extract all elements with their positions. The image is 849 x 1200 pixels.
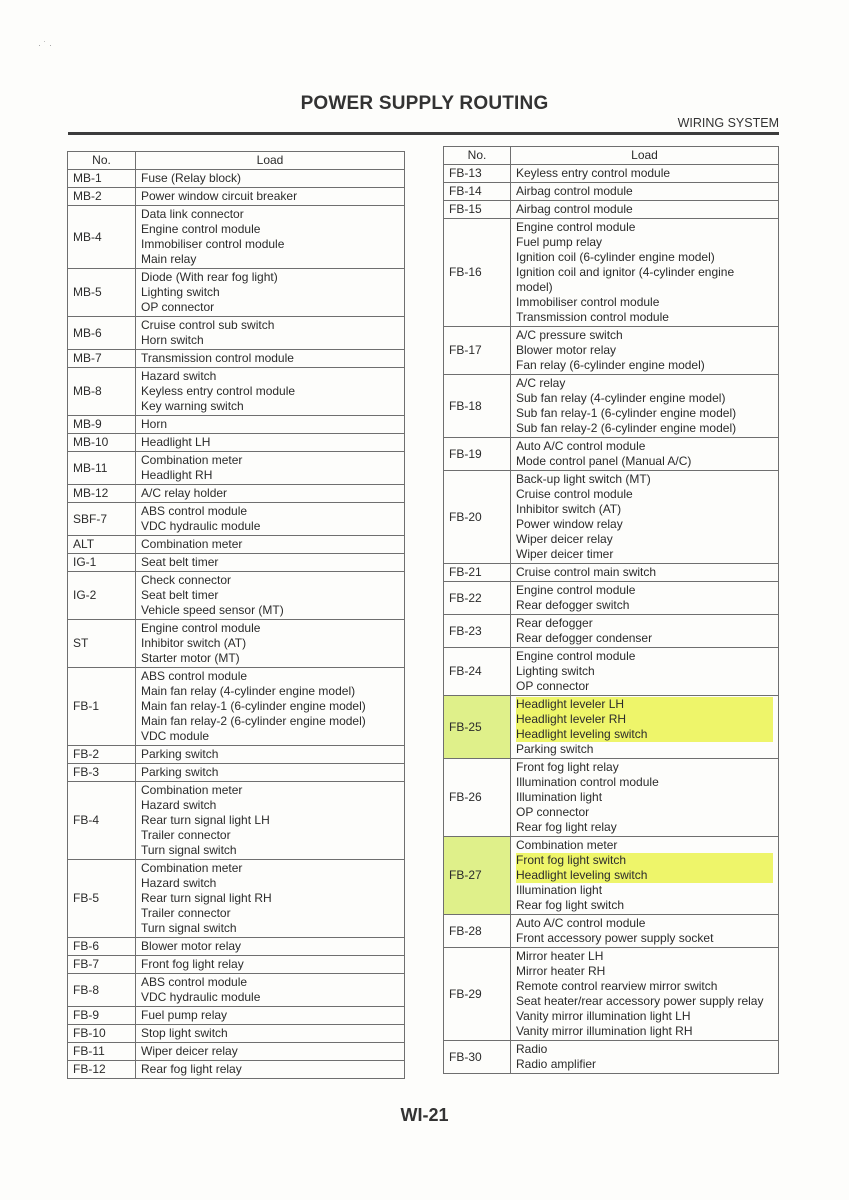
- load-item: VDC hydraulic module: [141, 519, 261, 533]
- load-item: Rear fog light relay: [141, 1062, 242, 1076]
- load-cell: [136, 1043, 405, 1061]
- column-header-load: Load: [511, 147, 779, 165]
- table-row: [444, 582, 779, 615]
- load-cell: [136, 536, 405, 554]
- load-item: Wiper deicer timer: [516, 547, 614, 561]
- load-cell: [511, 948, 779, 1041]
- circuit-number: FB-20: [444, 471, 511, 564]
- circuit-number: FB-9: [68, 1007, 136, 1025]
- load-item: Wiper deicer relay: [141, 1044, 238, 1058]
- load-item: Headlight leveling switch: [516, 868, 773, 883]
- load-item: Radio amplifier: [516, 1057, 597, 1071]
- table-row: [68, 434, 405, 452]
- load-item: Starter motor (MT): [141, 651, 240, 665]
- circuit-number: FB-12: [68, 1061, 136, 1079]
- load-item: Mirror heater RH: [516, 964, 606, 978]
- load-item: Cruise control module: [516, 487, 633, 501]
- table-row: [68, 503, 405, 536]
- table-row: [444, 615, 779, 648]
- load-item: OP connector: [516, 805, 590, 819]
- load-item: Auto A/C control module: [516, 916, 646, 930]
- table-row: [68, 536, 405, 554]
- load-item: Keyless entry control module: [516, 166, 671, 180]
- load-cell: [136, 416, 405, 434]
- table-row: [68, 1007, 405, 1025]
- load-item: Horn switch: [141, 333, 204, 347]
- load-item: Front accessory power supply socket: [516, 931, 714, 945]
- load-cell: [136, 620, 405, 668]
- load-cell: [511, 375, 779, 438]
- power-supply-table-left: [67, 151, 405, 1079]
- table-row: [68, 269, 405, 317]
- circuit-number: ALT: [68, 536, 136, 554]
- table-row: [68, 782, 405, 860]
- load-item: Remote control rearview mirror switch: [516, 979, 718, 993]
- table-row: [68, 368, 405, 416]
- circuit-number: FB-10: [68, 1025, 136, 1043]
- load-cell: [136, 317, 405, 350]
- circuit-number: MB-7: [68, 350, 136, 368]
- header-rule: [68, 132, 779, 135]
- load-item: Sub fan relay-1 (6-cylinder engine model): [516, 406, 737, 420]
- load-item: Fuel pump relay: [141, 1008, 228, 1022]
- load-cell: [136, 188, 405, 206]
- circuit-number: IG-1: [68, 554, 136, 572]
- circuit-number: MB-5: [68, 269, 136, 317]
- circuit-number: FB-27: [444, 837, 511, 915]
- load-item: VDC hydraulic module: [141, 990, 261, 1004]
- load-cell: [511, 915, 779, 948]
- load-cell: [136, 746, 405, 764]
- table-row: [68, 416, 405, 434]
- load-item: Parking switch: [141, 747, 219, 761]
- load-cell: [136, 668, 405, 746]
- circuit-number: FB-22: [444, 582, 511, 615]
- circuit-number: SBF-7: [68, 503, 136, 536]
- table-body: [444, 165, 779, 1074]
- load-cell: [136, 170, 405, 188]
- load-item: Combination meter: [141, 453, 243, 467]
- load-item: Engine control module: [516, 220, 636, 234]
- load-item: Rear fog light switch: [516, 898, 625, 912]
- load-item: Headlight leveler LH: [516, 697, 773, 712]
- load-item: Main fan relay-1 (6-cylinder engine model): [141, 699, 366, 713]
- table-row: [68, 572, 405, 620]
- load-cell: [511, 759, 779, 837]
- load-item: Trailer connector: [141, 828, 231, 842]
- load-item: ABS control module: [141, 669, 248, 683]
- load-item: Vehicle speed sensor (MT): [141, 603, 284, 617]
- load-cell: [136, 764, 405, 782]
- load-item: Seat heater/rear accessory power supply relay: [516, 994, 764, 1008]
- load-cell: [511, 582, 779, 615]
- load-item: Key warning switch: [141, 399, 244, 413]
- load-item: VDC module: [141, 729, 210, 743]
- table-row: [444, 471, 779, 564]
- load-item: Diode (With rear fog light): [141, 270, 278, 284]
- load-cell: [136, 485, 405, 503]
- table-row: [68, 554, 405, 572]
- load-item: Sub fan relay-2 (6-cylinder engine model): [516, 421, 737, 435]
- load-cell: [136, 368, 405, 416]
- table-row: [444, 696, 779, 759]
- load-cell: [136, 1061, 405, 1079]
- page-number: WI-21: [400, 1105, 449, 1125]
- circuit-number: FB-13: [444, 165, 511, 183]
- circuit-number: FB-28: [444, 915, 511, 948]
- load-item: Engine control module: [141, 222, 261, 236]
- table-row: [68, 350, 405, 368]
- load-item: Turn signal switch: [141, 843, 237, 857]
- load-item: Blower motor relay: [141, 939, 242, 953]
- circuit-number: IG-2: [68, 572, 136, 620]
- table-row: [68, 1043, 405, 1061]
- table-row: [68, 1061, 405, 1079]
- circuit-number: FB-15: [444, 201, 511, 219]
- load-item: Turn signal switch: [141, 921, 237, 935]
- load-item: Sub fan relay (4-cylinder engine model): [516, 391, 726, 405]
- load-cell: [136, 350, 405, 368]
- circuit-number: MB-6: [68, 317, 136, 350]
- load-item: Wiper deicer relay: [516, 532, 613, 546]
- circuit-number: MB-10: [68, 434, 136, 452]
- load-item: Combination meter: [141, 537, 243, 551]
- load-item: Front fog light switch: [516, 853, 773, 868]
- circuit-number: MB-12: [68, 485, 136, 503]
- section-label: WIRING SYSTEM: [677, 116, 779, 130]
- load-item: Ignition coil and ignitor (4-cylinder engine model): [516, 265, 735, 294]
- load-item: Engine control module: [516, 649, 636, 663]
- power-supply-table-right: [443, 146, 779, 1074]
- load-item: Combination meter: [141, 783, 243, 797]
- circuit-number: FB-1: [68, 668, 136, 746]
- table-row: [444, 201, 779, 219]
- load-item: Hazard switch: [141, 798, 217, 812]
- table-row: [68, 188, 405, 206]
- table-row: [68, 974, 405, 1007]
- load-cell: [511, 471, 779, 564]
- circuit-number: MB-8: [68, 368, 136, 416]
- load-item: Mirror heater LH: [516, 949, 604, 963]
- load-cell: [136, 1025, 405, 1043]
- load-item: Airbag control module: [516, 202, 633, 216]
- load-cell: [511, 1041, 779, 1074]
- circuit-number: FB-7: [68, 956, 136, 974]
- load-item: Transmission control module: [141, 351, 294, 365]
- table-row: [68, 1025, 405, 1043]
- table-row: [444, 648, 779, 696]
- table-row: [444, 327, 779, 375]
- load-item: Data link connector: [141, 207, 244, 221]
- load-cell: [136, 956, 405, 974]
- circuit-number: MB-4: [68, 206, 136, 269]
- load-cell: [511, 165, 779, 183]
- load-item: A/C relay: [516, 376, 566, 390]
- table-row: [444, 837, 779, 915]
- circuit-number: FB-6: [68, 938, 136, 956]
- load-cell: [511, 696, 779, 759]
- load-cell: [511, 648, 779, 696]
- table-row: [68, 620, 405, 668]
- load-item: Immobiliser control module: [141, 237, 285, 251]
- load-item: Lighting switch: [141, 285, 220, 299]
- load-cell: [136, 572, 405, 620]
- load-item: Airbag control module: [516, 184, 633, 198]
- load-cell: [511, 615, 779, 648]
- table-row: [444, 564, 779, 582]
- load-item: Power window relay: [516, 517, 623, 531]
- load-item: Front fog light relay: [141, 957, 244, 971]
- load-item: Rear turn signal light LH: [141, 813, 270, 827]
- load-item: Ignition coil (6-cylinder engine model): [516, 250, 715, 264]
- circuit-number: MB-11: [68, 452, 136, 485]
- circuit-number: FB-23: [444, 615, 511, 648]
- column-header-no: No.: [68, 152, 136, 170]
- load-item: Stop light switch: [141, 1026, 228, 1040]
- load-cell: [136, 974, 405, 1007]
- circuit-number: FB-26: [444, 759, 511, 837]
- load-cell: [511, 438, 779, 471]
- table-row: [68, 317, 405, 350]
- load-item: Seat belt timer: [141, 555, 219, 569]
- table-row: [444, 915, 779, 948]
- load-item: Main fan relay-2 (6-cylinder engine model): [141, 714, 366, 728]
- load-item: Transmission control module: [516, 310, 669, 324]
- load-item: Headlight RH: [141, 468, 213, 482]
- load-item: Parking switch: [141, 765, 219, 779]
- load-item: Headlight LH: [141, 435, 211, 449]
- circuit-number: MB-2: [68, 188, 136, 206]
- load-item: Seat belt timer: [141, 588, 219, 602]
- load-item: OP connector: [141, 300, 215, 314]
- column-header-load: Load: [136, 152, 405, 170]
- table-body: [68, 170, 405, 1079]
- load-cell: [511, 564, 779, 582]
- circuit-number: FB-18: [444, 375, 511, 438]
- table-row: [68, 860, 405, 938]
- load-item: OP connector: [516, 679, 590, 693]
- load-item: Engine control module: [516, 583, 636, 597]
- load-item: Hazard switch: [141, 876, 217, 890]
- table-row: [68, 206, 405, 269]
- load-item: Immobiliser control module: [516, 295, 660, 309]
- load-item: Rear turn signal light RH: [141, 891, 272, 905]
- load-item: Rear defogger condenser: [516, 631, 653, 645]
- load-item: Blower motor relay: [516, 343, 617, 357]
- circuit-number: FB-3: [68, 764, 136, 782]
- load-item: Fuel pump relay: [516, 235, 603, 249]
- load-cell: [136, 452, 405, 485]
- load-item: Main relay: [141, 252, 197, 266]
- load-item: Auto A/C control module: [516, 439, 646, 453]
- load-cell: [136, 1007, 405, 1025]
- load-item: Fan relay (6-cylinder engine model): [516, 358, 705, 372]
- load-item: Lighting switch: [516, 664, 595, 678]
- load-cell: [136, 554, 405, 572]
- table-row: [68, 746, 405, 764]
- table-row: [444, 165, 779, 183]
- circuit-number: FB-17: [444, 327, 511, 375]
- circuit-number: FB-8: [68, 974, 136, 1007]
- load-item: ABS control module: [141, 504, 248, 518]
- table-row: [444, 219, 779, 327]
- circuit-number: FB-19: [444, 438, 511, 471]
- load-item: Check connector: [141, 573, 232, 587]
- page-title: POWER SUPPLY ROUTING: [300, 93, 549, 114]
- table-row: [444, 759, 779, 837]
- circuit-number: FB-24: [444, 648, 511, 696]
- load-item: Radio: [516, 1042, 548, 1056]
- circuit-number: FB-2: [68, 746, 136, 764]
- circuit-number: FB-30: [444, 1041, 511, 1074]
- load-item: Keyless entry control module: [141, 384, 296, 398]
- load-cell: [136, 860, 405, 938]
- load-item: Fuse (Relay block): [141, 171, 242, 185]
- load-item: Headlight leveler RH: [516, 712, 773, 727]
- table-header-row: [68, 152, 405, 170]
- table-header-row: [444, 147, 779, 165]
- table-row: [68, 485, 405, 503]
- load-item: Engine control module: [141, 621, 261, 635]
- load-item: Trailer connector: [141, 906, 231, 920]
- circuit-number: FB-11: [68, 1043, 136, 1061]
- circuit-number: FB-25: [444, 696, 511, 759]
- circuit-number: FB-14: [444, 183, 511, 201]
- load-cell: [136, 938, 405, 956]
- load-item: Power window circuit breaker: [141, 189, 298, 203]
- load-cell: [136, 206, 405, 269]
- circuit-number: MB-1: [68, 170, 136, 188]
- load-cell: [511, 219, 779, 327]
- load-item: Main fan relay (4-cylinder engine model): [141, 684, 356, 698]
- load-item: Rear fog light relay: [516, 820, 617, 834]
- load-cell: [511, 183, 779, 201]
- load-item: Illumination control module: [516, 775, 659, 789]
- load-cell: [136, 434, 405, 452]
- load-item: Vanity mirror illumination light LH: [516, 1009, 691, 1023]
- load-cell: [136, 503, 405, 536]
- load-item: Mode control panel (Manual A/C): [516, 454, 692, 468]
- circuit-number: FB-16: [444, 219, 511, 327]
- load-cell: [511, 201, 779, 219]
- load-item: Headlight leveling switch: [516, 727, 773, 742]
- circuit-number: FB-4: [68, 782, 136, 860]
- load-item: Combination meter: [516, 838, 618, 852]
- table-row: [444, 1041, 779, 1074]
- table-row: [68, 764, 405, 782]
- scan-specks: · ˙ ·: [38, 40, 52, 50]
- load-item: Back-up light switch (MT): [516, 472, 651, 486]
- table-row: [68, 956, 405, 974]
- table-row: [68, 938, 405, 956]
- load-item: A/C relay holder: [141, 486, 228, 500]
- table-row: [444, 438, 779, 471]
- load-item: Inhibitor switch (AT): [141, 636, 247, 650]
- load-item: A/C pressure switch: [516, 328, 623, 342]
- load-item: Rear defogger: [516, 616, 593, 630]
- table-row: [68, 452, 405, 485]
- load-item: Illumination light: [516, 790, 603, 804]
- load-item: Horn: [141, 417, 168, 431]
- load-item: Combination meter: [141, 861, 243, 875]
- load-item: Parking switch: [516, 742, 594, 756]
- circuit-number: MB-9: [68, 416, 136, 434]
- load-item: Front fog light relay: [516, 760, 619, 774]
- table-row: [444, 183, 779, 201]
- circuit-number: ST: [68, 620, 136, 668]
- load-item: Cruise control sub switch: [141, 318, 275, 332]
- load-cell: [511, 327, 779, 375]
- load-item: Rear defogger switch: [516, 598, 630, 612]
- circuit-number: FB-29: [444, 948, 511, 1041]
- load-cell: [136, 269, 405, 317]
- column-header-no: No.: [444, 147, 511, 165]
- table-row: [444, 948, 779, 1041]
- circuit-number: FB-5: [68, 860, 136, 938]
- table-row: [444, 375, 779, 438]
- load-cell: [511, 837, 779, 915]
- load-cell: [136, 782, 405, 860]
- table-row: [68, 668, 405, 746]
- load-item: Vanity mirror illumination light RH: [516, 1024, 693, 1038]
- table-row: [68, 170, 405, 188]
- load-item: Cruise control main switch: [516, 565, 657, 579]
- load-item: Inhibitor switch (AT): [516, 502, 622, 516]
- load-item: Illumination light: [516, 883, 603, 897]
- circuit-number: FB-21: [444, 564, 511, 582]
- load-item: ABS control module: [141, 975, 248, 989]
- load-item: Hazard switch: [141, 369, 217, 383]
